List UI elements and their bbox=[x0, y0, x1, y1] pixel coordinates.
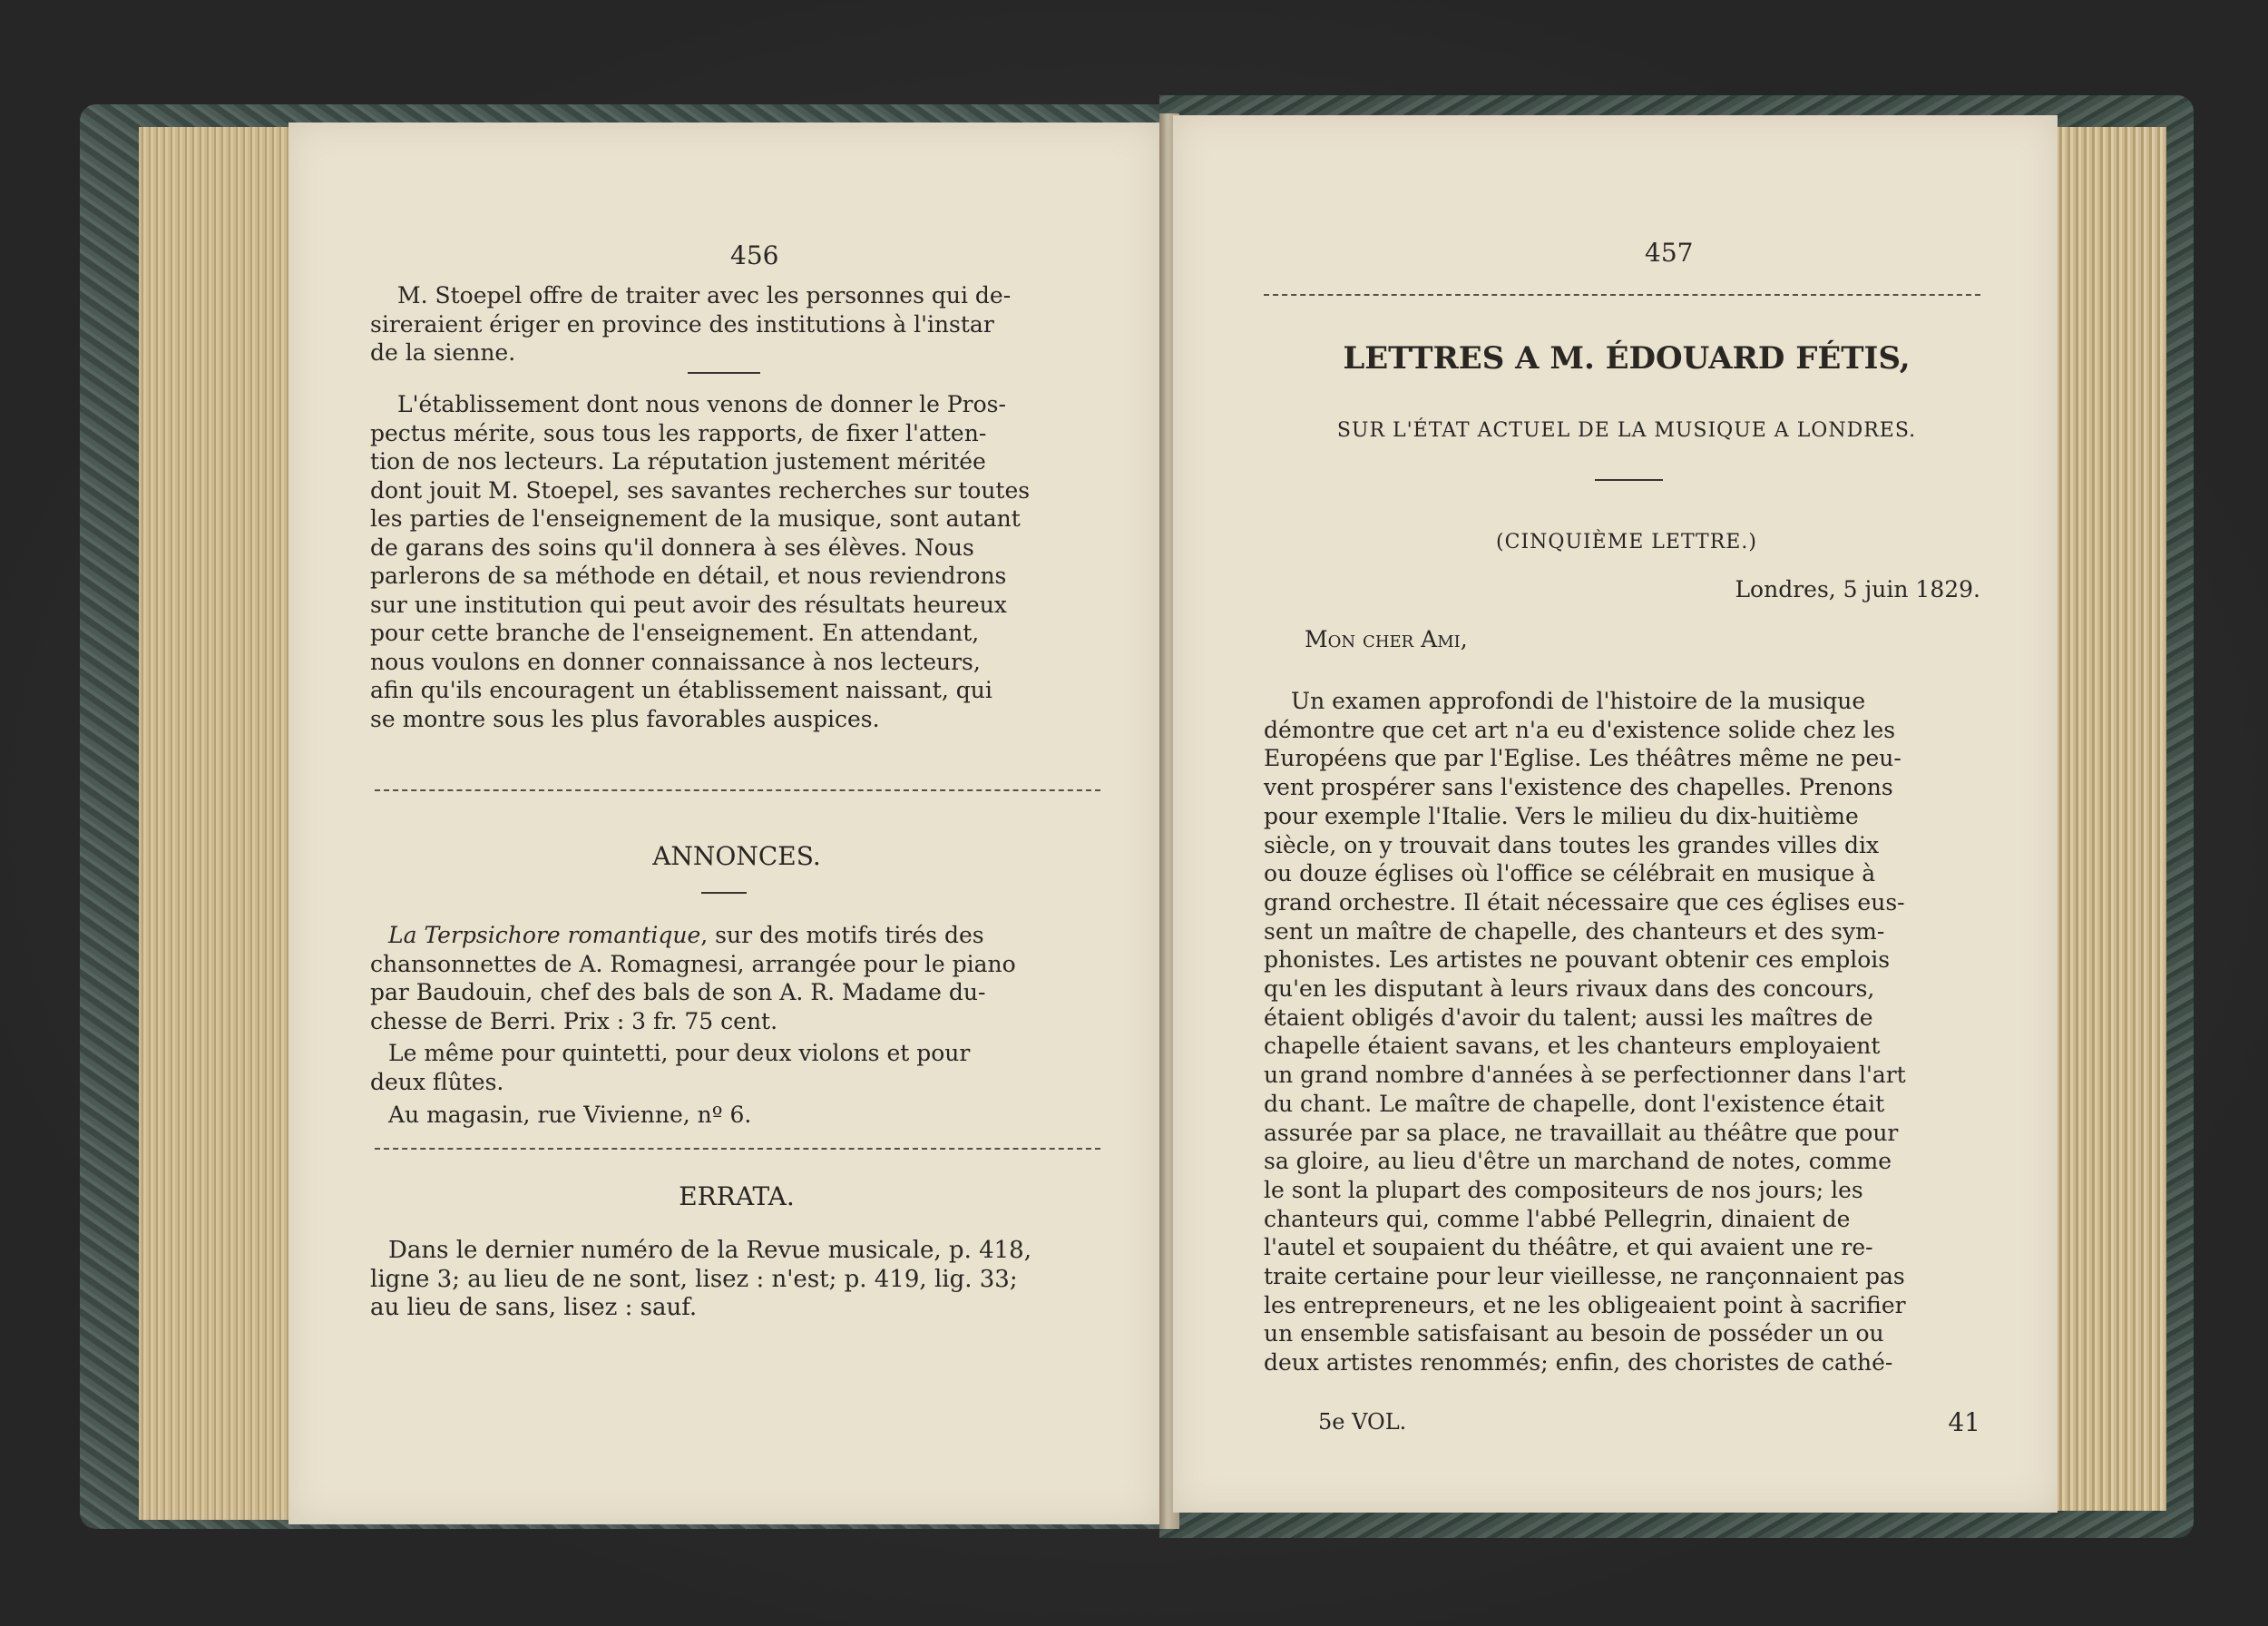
letter-label: (CINQUIÈME LETTRE.) bbox=[1496, 531, 1757, 553]
letter-body: Un examen approfondi de l'histoire de la musique démontre que cet art n'a eu d'existence solide chez les Européens que par l'Eglise. Les théâtres même ne peu- vent prospérer sans l'existence des chapelles. Prenons pour exemple l'Italie. Vers le milieu du dix-huitième siècle, on y trouvait dans toutes les grandes villes dix ou douze églises où l'office se célébrait en musique à grand orchestre. Il était nécessaire que ces églises eus- sent un maître de chapelle, des chanteurs et des sym- phonistes. Les artistes ne pouvant obtenir ces emplois qu'en les disputant à leurs rivaux dans des concours, étaient obligés d'avoir du talent; aussi les maîtres de chapelle étaient savans, et les chanteurs employaient un grand nombre d'années à se perfectionner dans l'art du chant. Le maître de chapelle, dont l'existence était assurée par sa place, ne travaillait au théâtre que pour sa gloire, au lieu d'être un marchand de notes, comme le sont la plupart des compositeurs de nos jours; les chanteurs qui, comme l'abbé Pellegrin, dinaient de l'autel et soupaient du théâtre, et qui avaient une re- traite certaine pour leur vieillesse, ne rançonnaient pas les entrepreneurs, et ne les obligeaient point à sacrifier un ensemble satisfaisant au besoin de posséder un ou deux artistes renommés; enfin, des choristes de cathé- bbox=[1264, 688, 1906, 1376]
article-subtitle: SUR L'ÉTAT ACTUEL DE LA MUSIQUE A LONDRES. bbox=[1336, 419, 1917, 442]
errata-heading: ERRATA. bbox=[679, 1181, 795, 1211]
left-page bbox=[288, 122, 1159, 1524]
page-number-right: 457 bbox=[1645, 238, 1694, 268]
dateline: Londres, 5 juin 1829. bbox=[1735, 576, 1980, 602]
right-page bbox=[1173, 115, 2058, 1513]
annonce-quintetti: Le même pour quintetti, pour deux violons et pour deux flûtes. bbox=[370, 1040, 971, 1095]
page-number-left: 456 bbox=[730, 240, 779, 270]
article-title: LETTRES A M. ÉDOUARD FÉTIS, bbox=[1343, 340, 1911, 377]
paragraph-etablissement: L'établissement dont nous venons de donner le Pros- pectus mérite, sous tous les rapports, de fixer l'atten- tion de nos lecteurs. La réputation justement méritée dont jouit M. Stoepel, ses savantes recherches sur toutes les parties de l'enseignement de la musique, sont autant de garans des soins qu'il donnera à ses élèves. Nous parlerons de sa méthode en détail, et nous reviendrons sur une institution qui peut avoir des résultats heureux pour cette branche de l'enseignement. En attendant, nous voulons en donner connaissance à nos lecteurs, afin qu'ils encouragent un établissement naissant, qui se montre sous les plus favorables auspices. bbox=[370, 391, 1031, 732]
short-rule bbox=[1595, 479, 1663, 481]
footer-volume: 5e VOL. bbox=[1318, 1409, 1407, 1435]
right-page-edges bbox=[2048, 127, 2166, 1511]
paragraph-stoepel-offer: M. Stoepel offre de traiter avec les personnes qui de- sireraient ériger en province des institutions à l'instar de la sienne. bbox=[370, 282, 1012, 366]
errata-text: Dans le dernier numéro de la Revue musicale, p. 418, ligne 3; au lieu de ne sont, lisez : n'est; p. 419, lig. 33; au lieu de sans, lisez : sauf. bbox=[370, 1237, 1031, 1321]
left-page-edges bbox=[139, 127, 288, 1520]
wavy-rule bbox=[375, 1148, 1100, 1152]
annonce-magasin: Au magasin, rue Vivienne, nº 6. bbox=[388, 1102, 752, 1128]
wavy-rule bbox=[375, 789, 1100, 794]
wavy-rule bbox=[1264, 294, 1980, 299]
short-rule bbox=[688, 372, 760, 374]
annonce-terpsichore: La Terpsichore romantique, sur des motifs tirés des chansonnettes de A. Romagnesi, arrangée pour le piano par Baudouin, chef des bals de son A. R. Madame du- chesse de Berri. Prix : 3 fr. 75 cent. bbox=[370, 922, 1016, 1034]
short-rule bbox=[701, 892, 747, 894]
open-book bbox=[80, 95, 2194, 1538]
footer-signature: 41 bbox=[1948, 1407, 1980, 1437]
annonces-heading: ANNONCES. bbox=[652, 841, 821, 871]
salutation: Mon cher Ami, bbox=[1305, 626, 1468, 652]
